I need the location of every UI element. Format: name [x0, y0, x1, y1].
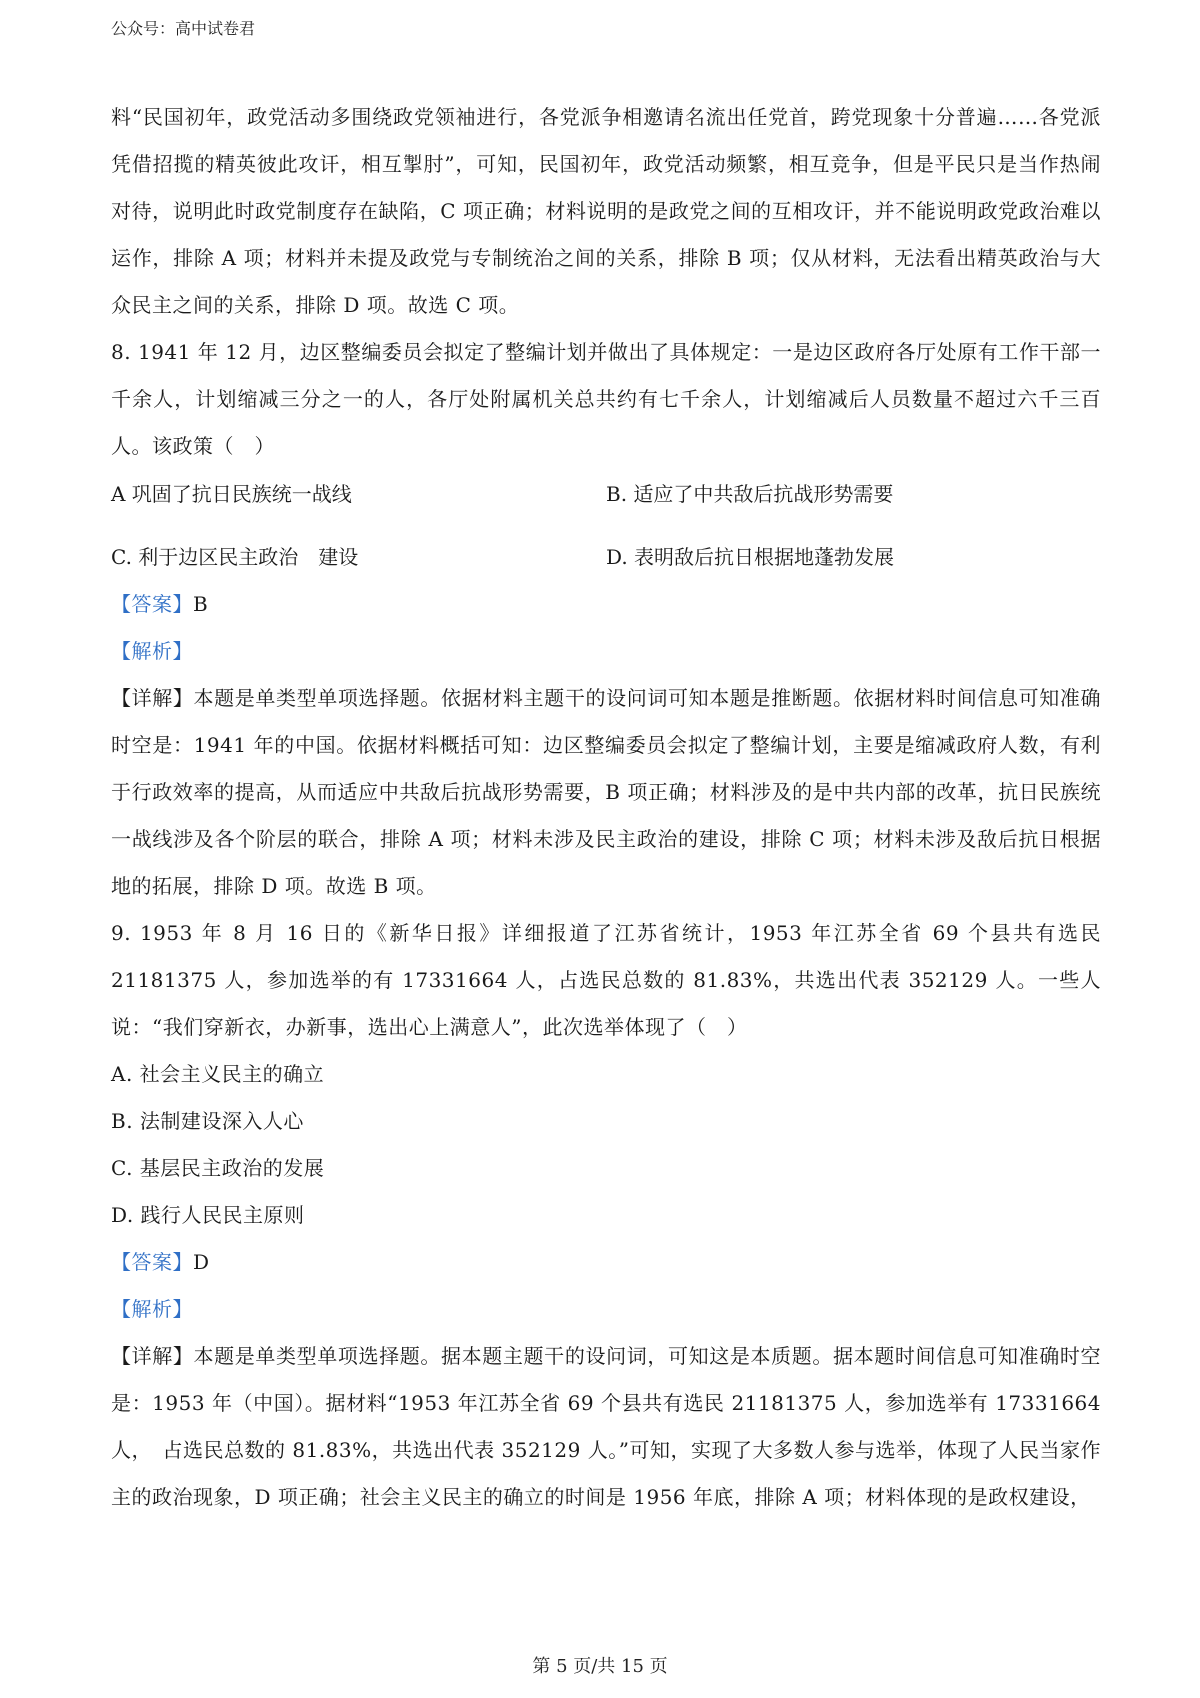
q9-option-a: A. 社会主义民主的确立: [111, 1062, 325, 1086]
q8-answer-tag: 【答案】: [111, 592, 193, 616]
q8-analysis: [111, 628, 1101, 675]
q9-option-b: B. 法制建设深入人心: [111, 1109, 304, 1133]
page-header: 公众号：高中试卷君: [111, 19, 256, 38]
q8-stem: 8. 1941 年 12 月，边区整编委员会拟定了整编计划并做出了具体规定：一是边区政府各厅处原有工作干部一千余人，计划缩减三分之一的人，各厅处附属机关总共约有七千余人，计划缩减后人员数量不超过六千三百人。该政策（ ）: [111, 340, 1101, 458]
q8-answer-value: B: [193, 592, 209, 616]
q8-options-row-1: [111, 471, 1101, 518]
q9-answer: [111, 1239, 1101, 1286]
q9-answer-value: D: [193, 1250, 210, 1274]
q9-stem: 9. 1953 年 8 月 16 日的《新华日报》详细报道了江苏省统计，1953 年江苏全省 69 个县共有选民 21181375 人，参加选举的有 17331664 人，占选民总数的 81.83%，共选出代表 352129 人。一些人说：“我们穿新衣，办新事，选出心上满意人”，此次选举体现了（ ）: [111, 921, 1101, 1039]
q9-detail-tag: 【详解】: [111, 1344, 194, 1368]
q9-answer-tag: 【答案】: [111, 1250, 193, 1274]
q8-option-c: C. 利于边区民主政治 建设: [111, 545, 359, 569]
q8-detail-tag: 【详解】: [111, 686, 194, 710]
q9-analysis-tag: 【解析】: [111, 1297, 193, 1321]
q8-option-b: B. 适应了中共敌后抗战形势需要: [606, 482, 894, 506]
q8-options-row-2: [111, 534, 1101, 581]
q9-analysis: [111, 1286, 1101, 1333]
q9-option-d: D. 践行人民民主原则: [111, 1203, 305, 1227]
q9-detail-text: 本题是单类型单项选择题。据本题主题干的设问词，可知这是本质题。据本题时间信息可知准确时空是：1953 年（中国）。据材料“1953 年江苏全省 69 个县共有选民 21181375 人，参加选举有 17331664 人， 占选民总数的 81.83%，共选出代表 352129 人。”可知，实现了大多数人参与选举，体现了人民当家作主的政治现象，D 项正确；社会主义民主的确立的时间是 1956 年底，排除 A 项；材料体现的是政权建设，: [111, 1344, 1102, 1509]
q8-analysis-tag: 【解析】: [111, 639, 193, 663]
q8-answer: [111, 581, 1101, 628]
document-body: [111, 94, 1101, 1521]
intro-paragraph: 料“民国初年，政党活动多围绕政党领袖进行，各党派争相邀请名流出任党首，跨党现象十分普遍……各党派凭借招揽的精英彼此攻讦，相互掣肘”，可知，民国初年，政党活动频繁，相互竞争，但是平民只是当作热闹对待，说明此时政党制度存在缺陷，C 项正确；材料说明的是政党之间的互相攻讦，并不能说明政党政治难以运作，排除 A 项；材料并未提及政党与专制统治之间的关系，排除 B 项；仅从材料，无法看出精英政治与大众民主之间的关系，排除 D 项。故选 C 项。: [111, 105, 1101, 317]
q9-detail: [111, 1333, 1101, 1521]
q8-option-a: A 巩固了抗日民族统一战线: [111, 482, 352, 506]
q8-detail: [111, 675, 1101, 910]
q8-option-d: D. 表明敌后抗日根据地蓬勃发展: [606, 545, 895, 569]
q8-detail-text: 本题是单类型单项选择题。依据材料主题干的设问词可知本题是推断题。依据材料时间信息可知准确时空是：1941 年的中国。依据材料概括可知：边区整编委员会拟定了整编计划，主要是缩减政府人数，有利于行政效率的提高，从而适应中共敌后抗战形势需要，B 项正确；材料涉及的是中共内部的改革，抗日民族统一战线涉及各个阶层的联合，排除 A 项；材料未涉及民主政治的建设，排除 C 项；材料未涉及敌后抗日根据地的拓展，排除 D 项。故选 B 项。: [111, 686, 1102, 898]
page-footer: 第 5 页/共 15 页: [532, 1656, 668, 1677]
q9-option-c: C. 基层民主政治的发展: [111, 1156, 325, 1180]
